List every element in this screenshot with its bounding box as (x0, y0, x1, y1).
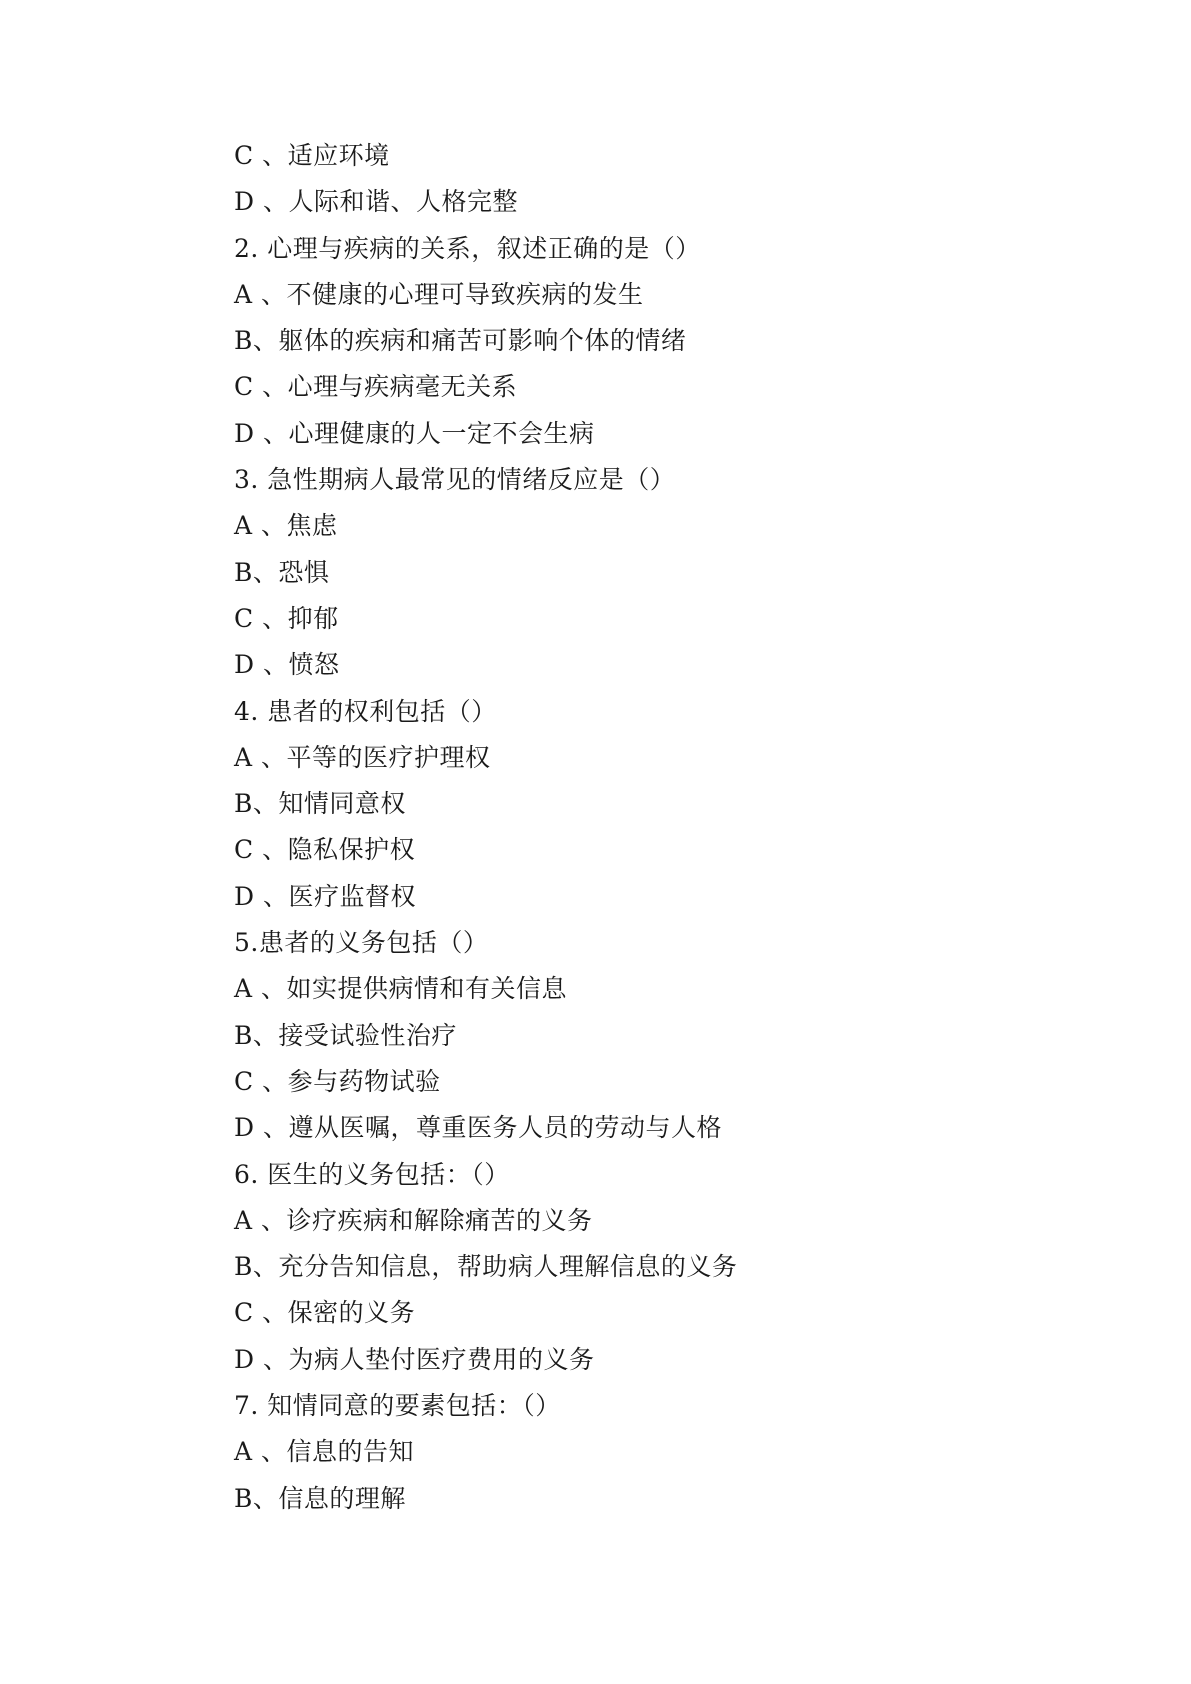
option-line: D 、心理健康的人一定不会生病 (234, 418, 595, 448)
option-line: A 、信息的告知 (234, 1437, 415, 1467)
option-line: A 、不健康的心理可导致疾病的发生 (234, 279, 644, 309)
question-2-stem: 2. 心理与疾病的关系，叙述正确的是（） (234, 233, 701, 263)
option-line: A 、焦虑 (234, 511, 338, 541)
option-line: D 、为病人垫付医疗费用的义务 (234, 1344, 595, 1374)
option-line: C 、隐私保护权 (234, 835, 416, 865)
option-line: B、知情同意权 (234, 789, 406, 819)
text-line: D 、人际和谐、人格完整 (234, 187, 518, 217)
option-line: C 、心理与疾病毫无关系 (234, 372, 518, 402)
option-line: B、躯体的疾病和痛苦可影响个体的情绪 (234, 326, 687, 356)
option-line: B、充分告知信息，帮助病人理解信息的义务 (234, 1252, 738, 1282)
question-7-stem: 7. 知情同意的要素包括：（） (234, 1391, 561, 1421)
option-line: C 、保密的义务 (234, 1298, 416, 1328)
question-5-stem: 5.患者的义务包括（） (234, 928, 489, 958)
option-line: A 、诊疗疾病和解除痛苦的义务 (234, 1205, 593, 1235)
option-line: D 、愤怒 (234, 650, 340, 680)
question-4-stem: 4. 患者的权利包括（） (234, 696, 497, 726)
option-line: A 、平等的医疗护理权 (234, 742, 491, 772)
option-line: A 、如实提供病情和有关信息 (234, 974, 568, 1004)
option-line: B、信息的理解 (234, 1483, 406, 1513)
option-line: C 、参与药物试验 (234, 1066, 441, 1096)
question-6-stem: 6. 医生的义务包括：（） (234, 1159, 510, 1189)
question-3-stem: 3. 急性期病人最常见的情绪反应是（） (234, 465, 676, 495)
text-line: C 、适应环境 (234, 141, 390, 170)
option-line: D 、医疗监督权 (234, 881, 416, 911)
option-line: C 、抑郁 (234, 603, 339, 633)
question-list (234, 133, 1134, 1522)
option-line: D 、遵从医嘱，尊重医务人员的劳动与人格 (234, 1113, 722, 1143)
option-line: B、恐惧 (234, 557, 330, 587)
option-line: B、接受试验性治疗 (234, 1020, 457, 1050)
